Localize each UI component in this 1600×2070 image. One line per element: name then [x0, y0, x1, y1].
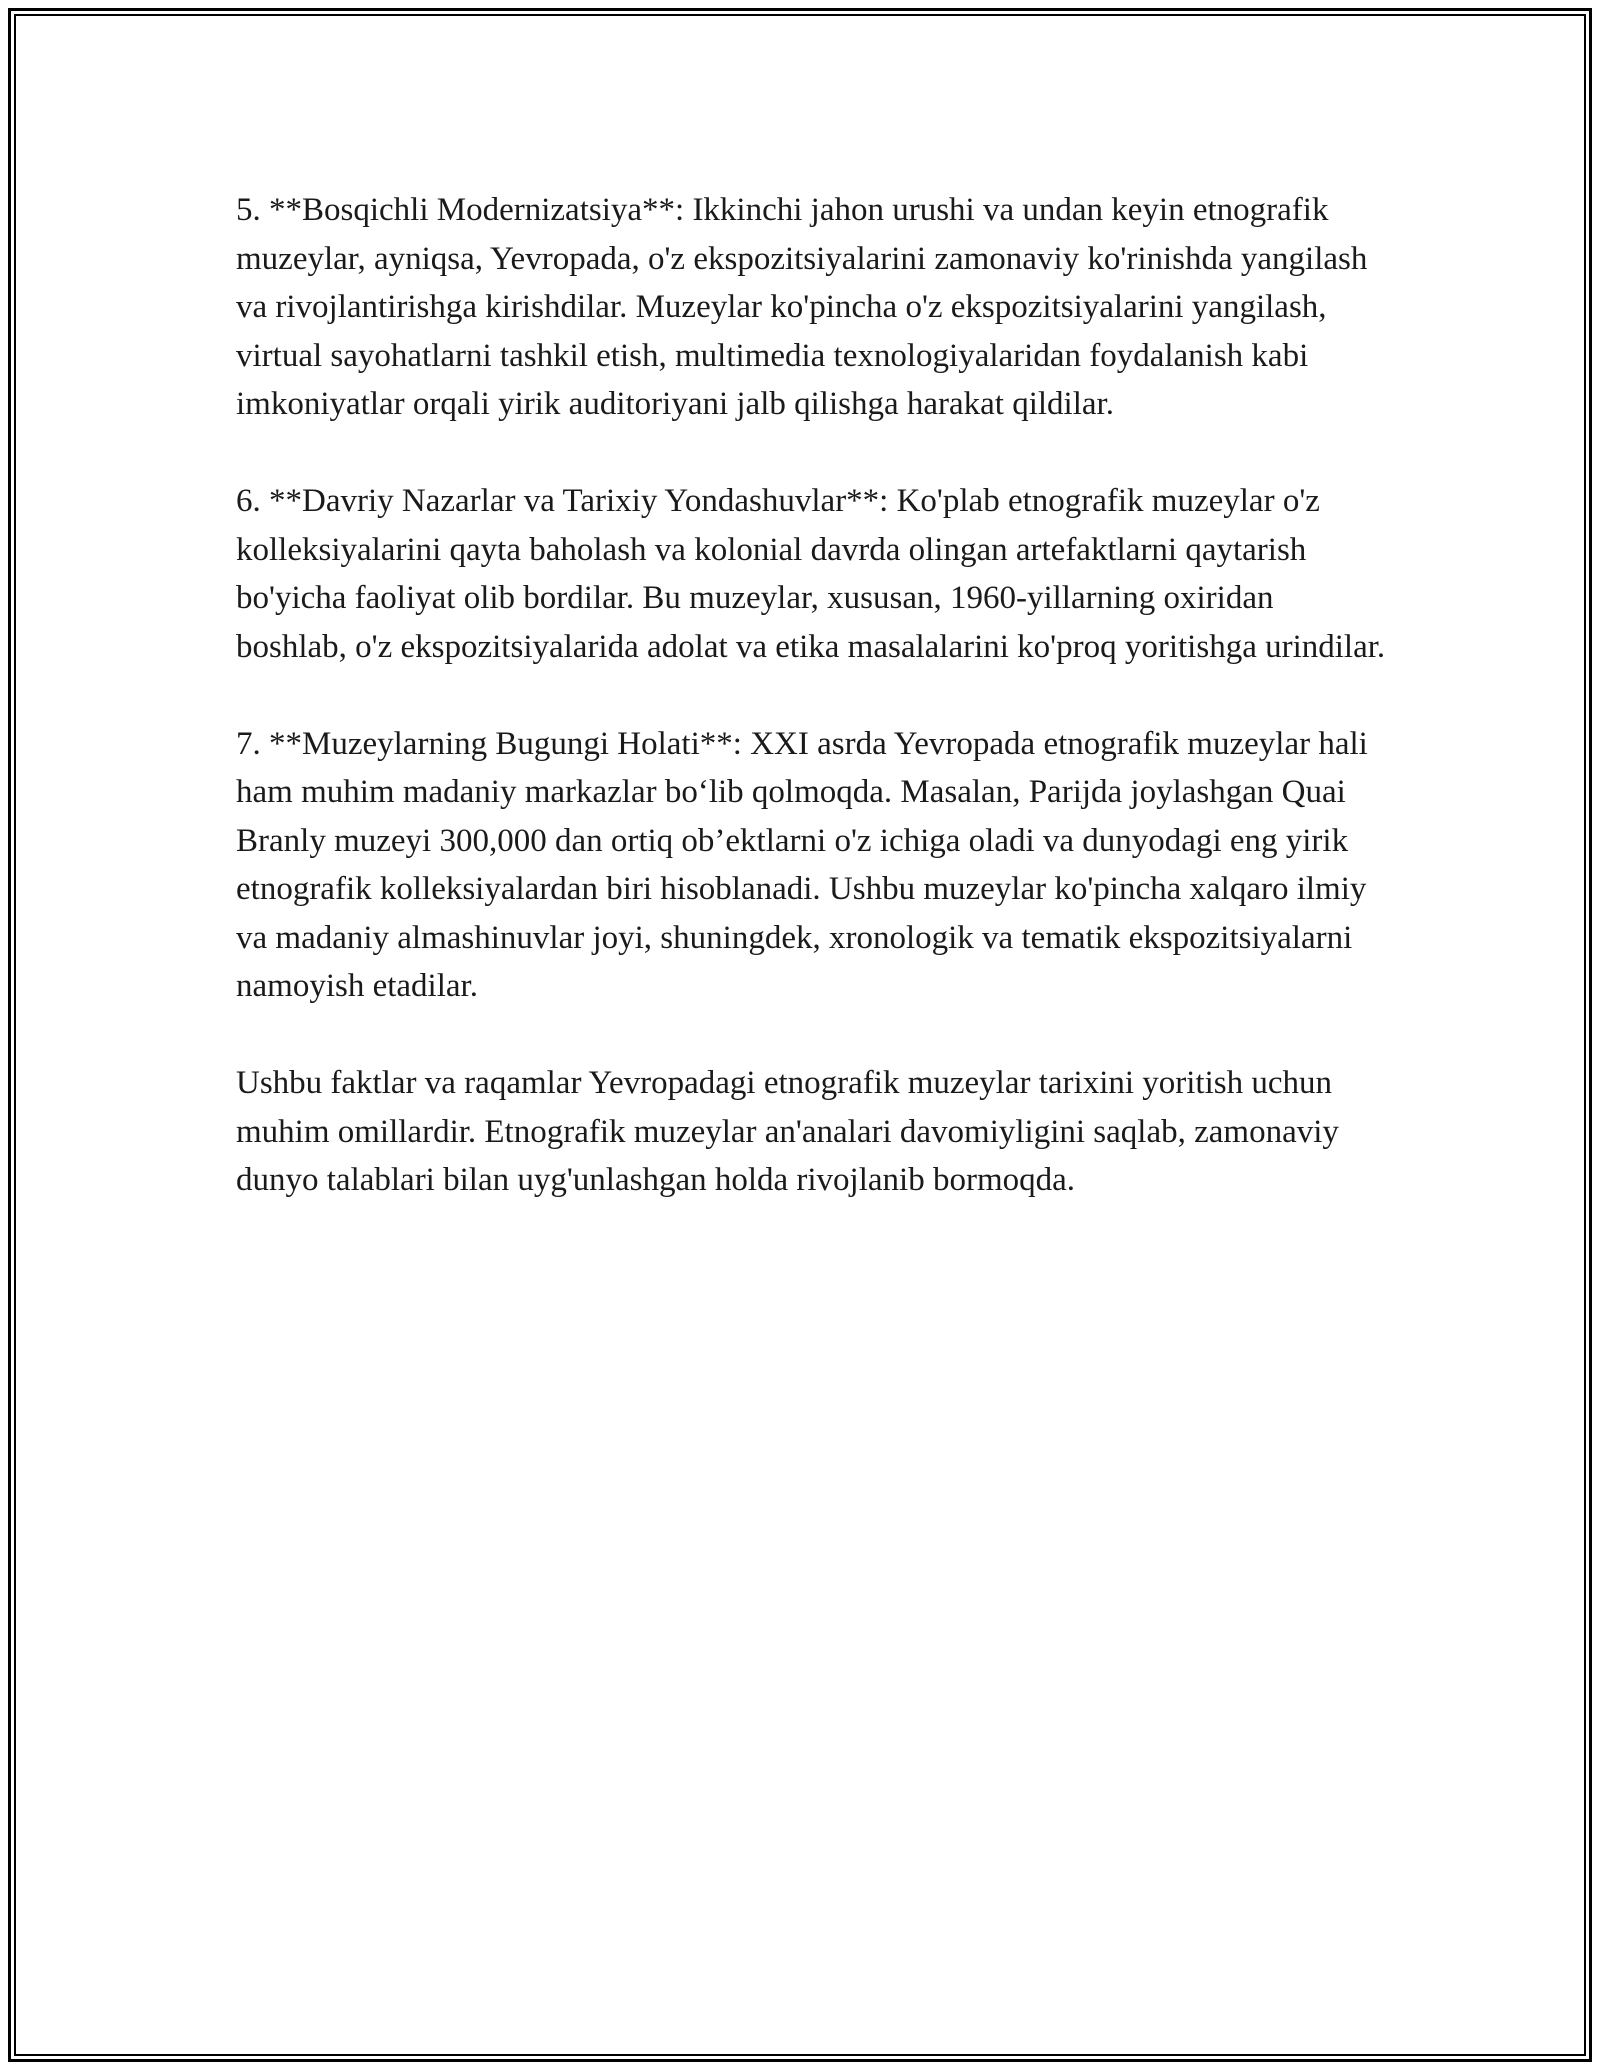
- paragraph-current-state: 7. **Muzeylarning Bugungi Holati**: XXI asrda Yevropada etnografik muzeylar hali ham muhim madaniy markazlar bo‘lib qolmoqda. Masalan, Parijda joylashgan Quai Branly muzeyi 300,000 dan ortiq ob’ektlarni o'z ichiga oladi va dunyodagi eng yirik etnografik kolleksiyalardan biri hisoblanadi. Ushbu muzeylar ko'pincha xalqaro ilmiy va madaniy almashinuvlar joyi, shuningdek, xronologik va tematik ekspozitsiyalarni namoyish etadilar.: [236, 725, 1368, 1004]
- paragraph-modernization: 5. **Bosqichli Modernizatsiya**: Ikkinchi jahon urushi va undan keyin etnografik muzeylar, ayniqsa, Yevropada, o'z ekspozitsiyalarini zamonaviy ko'rinishda yangilash va rivojlantirishga kirishdilar. Muzeylar ko'pincha o'z ekspozitsiyalarini yangilash, virtual sayohatlarni tashkil etish, multimedia texnologiyalaridan foydalanish kabi imkoniyatlar orqali yirik auditoriyani jalb qilishga harakat qildilar.: [236, 192, 1368, 422]
- document-body: [236, 186, 1386, 1205]
- paragraph-conclusion: Ushbu faktlar va raqamlar Yevropadagi etnografik muzeylar tarixini yoritish uchun muhim omillardir. Etnografik muzeylar an'analari davomiyligini saqlab, zamonaviy dunyo talablari bilan uyg'unlashgan holda rivojlanib bormoqda.: [236, 1065, 1339, 1198]
- paragraph-historical-approaches: 6. **Davriy Nazarlar va Tarixiy Yondashuvlar**: Ko'plab etnografik muzeylar o'z kolleksiyalarini qayta baholash va kolonial davrda olingan artefaktlarni qaytarish bo'yicha faoliyat olib bordilar. Bu muzeylar, xususan, 1960-yillarning oxiridan boshlab, o'z ekspozitsiyalarida adolat va etika masalalarini ko'proq yoritishga urindilar.: [236, 483, 1386, 665]
